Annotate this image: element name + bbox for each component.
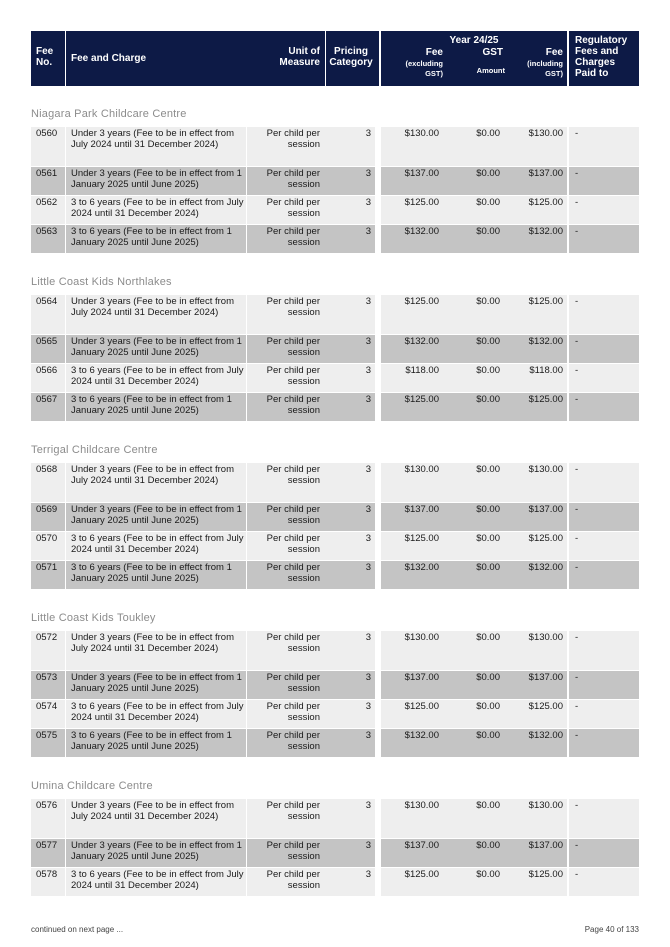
fee-excluding-gst-cell: $137.00 [381, 167, 443, 196]
gst-amount-cell: $0.00 [443, 393, 504, 422]
pricing-category-cell: 3 [325, 127, 375, 167]
gst-amount-cell: $0.00 [443, 364, 504, 393]
fee-excluding-gst-cell: $132.00 [381, 335, 443, 364]
gst-amount-cell: $0.00 [443, 671, 504, 700]
regulatory-cell: - [569, 196, 639, 225]
unit-of-measure-cell: Per child per session [247, 225, 325, 254]
pricing-category-cell: 3 [325, 700, 375, 729]
gst-amount-cell: $0.00 [443, 295, 504, 335]
gst-amount-cell: $0.00 [443, 503, 504, 532]
fee-description-cell: Under 3 years (Fee to be in effect from 1 January 2025 until June 2025) [66, 167, 246, 196]
regulatory-cell: - [569, 393, 639, 422]
regulatory-cell: - [569, 364, 639, 393]
regulatory-cell: - [569, 868, 639, 897]
pricing-category-cell: 3 [325, 671, 375, 700]
fee-description-cell: 3 to 6 years (Fee to be in effect from July 2024 until 31 December 2024) [66, 364, 246, 393]
unit-of-measure-cell: Per child per session [247, 364, 325, 393]
fee-excluding-gst-cell: $130.00 [381, 127, 443, 167]
fee-number-cell: 0560 [31, 127, 65, 167]
page-number: Page 40 of 133 [584, 925, 639, 934]
fee-excluding-gst-cell: $137.00 [381, 503, 443, 532]
continued-note: continued on next page ... [31, 925, 124, 934]
unit-of-measure-cell: Per child per session [247, 799, 325, 839]
table-row [31, 393, 639, 422]
fee-description-cell: 3 to 6 years (Fee to be in effect from 1 January 2025 until June 2025) [66, 225, 246, 254]
table-row [31, 167, 639, 196]
fee-excluding-gst-cell: $125.00 [381, 196, 443, 225]
table-row [31, 127, 639, 167]
fee-description-cell: Under 3 years (Fee to be in effect from 1 January 2025 until June 2025) [66, 671, 246, 700]
regulatory-cell: - [569, 295, 639, 335]
gst-amount-cell: $0.00 [443, 127, 504, 167]
fee-number-cell: 0573 [31, 671, 65, 700]
fee-description-cell: Under 3 years (Fee to be in effect from 1 January 2025 until June 2025) [66, 839, 246, 868]
fee-including-gst-cell: $137.00 [504, 671, 567, 700]
pricing-category-cell: 3 [325, 503, 375, 532]
fee-number-cell: 0577 [31, 839, 65, 868]
fee-including-gst-cell: $130.00 [504, 631, 567, 671]
section-title: Little Coast Kids Northlakes [31, 276, 172, 288]
fee-including-gst-cell: $125.00 [504, 295, 567, 335]
fee-description-cell: Under 3 years (Fee to be in effect from July 2024 until 31 December 2024) [66, 799, 246, 839]
gst-amount-cell: $0.00 [443, 225, 504, 254]
fee-excluding-gst-cell: $130.00 [381, 631, 443, 671]
unit-of-measure-cell: Per child per session [247, 503, 325, 532]
fee-including-gst-cell: $132.00 [504, 561, 567, 590]
header-pricing-category: Pricing Category [326, 31, 379, 86]
fee-description-cell: 3 to 6 years (Fee to be in effect from 1 January 2025 until June 2025) [66, 393, 246, 422]
fee-including-gst-cell: $137.00 [504, 167, 567, 196]
table-row [31, 671, 639, 700]
pricing-category-cell: 3 [325, 364, 375, 393]
unit-of-measure-cell: Per child per session [247, 167, 325, 196]
table-row [31, 631, 639, 671]
section-title: Umina Childcare Centre [31, 780, 153, 792]
fee-including-gst-cell: $132.00 [504, 225, 567, 254]
pricing-category-cell: 3 [325, 561, 375, 590]
fee-including-gst-cell: $125.00 [504, 700, 567, 729]
gst-amount-cell: $0.00 [443, 335, 504, 364]
pricing-category-cell: 3 [325, 463, 375, 503]
unit-of-measure-cell: Per child per session [247, 295, 325, 335]
fee-number-cell: 0563 [31, 225, 65, 254]
table-row [31, 364, 639, 393]
section-rows [31, 295, 639, 422]
fee-excluding-gst-cell: $137.00 [381, 671, 443, 700]
fee-description-cell: Under 3 years (Fee to be in effect from July 2024 until 31 December 2024) [66, 127, 246, 167]
table-row [31, 225, 639, 254]
section-rows [31, 799, 639, 897]
pricing-category-cell: 3 [325, 295, 375, 335]
table-row [31, 503, 639, 532]
fee-description-cell: 3 to 6 years (Fee to be in effect from July 2024 until 31 December 2024) [66, 196, 246, 225]
fee-excluding-gst-cell: $130.00 [381, 799, 443, 839]
table-header [31, 31, 639, 86]
fee-number-cell: 0566 [31, 364, 65, 393]
fee-including-gst-cell: $130.00 [504, 799, 567, 839]
gst-amount-cell: $0.00 [443, 532, 504, 561]
section-rows [31, 631, 639, 758]
fee-including-gst-cell: $132.00 [504, 335, 567, 364]
unit-of-measure-cell: Per child per session [247, 729, 325, 758]
header-year: Year 24/25 Fee (excluding GST) GST Amount Fee (including GST) [381, 31, 567, 86]
fee-description-cell: 3 to 6 years (Fee to be in effect from 1 January 2025 until June 2025) [66, 561, 246, 590]
pricing-category-cell: 3 [325, 393, 375, 422]
table-row [31, 868, 639, 897]
table-row [31, 196, 639, 225]
fee-description-cell: 3 to 6 years (Fee to be in effect from July 2024 until 31 December 2024) [66, 532, 246, 561]
fee-including-gst-cell: $137.00 [504, 839, 567, 868]
gst-amount-cell: $0.00 [443, 729, 504, 758]
gst-amount-cell: $0.00 [443, 561, 504, 590]
fee-excluding-gst-cell: $132.00 [381, 729, 443, 758]
pricing-category-cell: 3 [325, 868, 375, 897]
sections-container [31, 104, 639, 897]
pricing-category-cell: 3 [325, 167, 375, 196]
fee-description-cell: Under 3 years (Fee to be in effect from July 2024 until 31 December 2024) [66, 631, 246, 671]
fee-description-cell: Under 3 years (Fee to be in effect from July 2024 until 31 December 2024) [66, 463, 246, 503]
fee-number-cell: 0561 [31, 167, 65, 196]
gst-amount-cell: $0.00 [443, 700, 504, 729]
fee-excluding-gst-cell: $125.00 [381, 532, 443, 561]
fee-including-gst-cell: $125.00 [504, 532, 567, 561]
fee-including-gst-cell: $125.00 [504, 196, 567, 225]
fee-including-gst-cell: $132.00 [504, 729, 567, 758]
unit-of-measure-cell: Per child per session [247, 839, 325, 868]
fee-excluding-gst-cell: $125.00 [381, 868, 443, 897]
regulatory-cell: - [569, 335, 639, 364]
fee-number-cell: 0564 [31, 295, 65, 335]
fee-description-cell: 3 to 6 years (Fee to be in effect from July 2024 until 31 December 2024) [66, 700, 246, 729]
fee-table [31, 31, 639, 897]
gst-amount-cell: $0.00 [443, 868, 504, 897]
fee-excluding-gst-cell: $132.00 [381, 561, 443, 590]
table-row [31, 839, 639, 868]
table-row [31, 532, 639, 561]
pricing-category-cell: 3 [325, 839, 375, 868]
fee-excluding-gst-cell: $125.00 [381, 393, 443, 422]
header-fee-no: Fee No. [31, 31, 65, 86]
fee-excluding-gst-cell: $132.00 [381, 225, 443, 254]
fee-excluding-gst-cell: $125.00 [381, 700, 443, 729]
fee-including-gst-cell: $130.00 [504, 127, 567, 167]
fee-including-gst-cell: $125.00 [504, 393, 567, 422]
unit-of-measure-cell: Per child per session [247, 671, 325, 700]
header-regulatory: Regulatory Fees and Charges Paid to [569, 31, 639, 86]
table-row [31, 561, 639, 590]
gst-amount-cell: $0.00 [443, 799, 504, 839]
unit-of-measure-cell: Per child per session [247, 127, 325, 167]
table-row [31, 463, 639, 503]
unit-of-measure-cell: Per child per session [247, 700, 325, 729]
fee-including-gst-cell: $118.00 [504, 364, 567, 393]
table-row [31, 335, 639, 364]
fee-description-cell: Under 3 years (Fee to be in effect from 1 January 2025 until June 2025) [66, 335, 246, 364]
regulatory-cell: - [569, 671, 639, 700]
fee-number-cell: 0562 [31, 196, 65, 225]
unit-of-measure-cell: Per child per session [247, 868, 325, 897]
section-rows [31, 127, 639, 254]
pricing-category-cell: 3 [325, 196, 375, 225]
fee-number-cell: 0567 [31, 393, 65, 422]
pricing-category-cell: 3 [325, 335, 375, 364]
fee-number-cell: 0576 [31, 799, 65, 839]
gst-amount-cell: $0.00 [443, 463, 504, 503]
regulatory-cell: - [569, 561, 639, 590]
fee-description-cell: 3 to 6 years (Fee to be in effect from July 2024 until 31 December 2024) [66, 868, 246, 897]
section-title: Little Coast Kids Toukley [31, 612, 156, 624]
fee-including-gst-cell: $125.00 [504, 868, 567, 897]
fee-description-cell: Under 3 years (Fee to be in effect from July 2024 until 31 December 2024) [66, 295, 246, 335]
fee-including-gst-cell: $130.00 [504, 463, 567, 503]
header-fee-and-charge: Fee and Charge [66, 31, 247, 86]
pricing-category-cell: 3 [325, 225, 375, 254]
fee-excluding-gst-cell: $130.00 [381, 463, 443, 503]
regulatory-cell: - [569, 631, 639, 671]
pricing-category-cell: 3 [325, 799, 375, 839]
gst-amount-cell: $0.00 [443, 167, 504, 196]
fee-excluding-gst-cell: $125.00 [381, 295, 443, 335]
fee-number-cell: 0570 [31, 532, 65, 561]
fee-number-cell: 0568 [31, 463, 65, 503]
unit-of-measure-cell: Per child per session [247, 335, 325, 364]
fee-number-cell: 0572 [31, 631, 65, 671]
section-title: Terrigal Childcare Centre [31, 444, 158, 456]
pricing-category-cell: 3 [325, 729, 375, 758]
pricing-category-cell: 3 [325, 532, 375, 561]
unit-of-measure-cell: Per child per session [247, 393, 325, 422]
gst-amount-cell: $0.00 [443, 196, 504, 225]
regulatory-cell: - [569, 503, 639, 532]
regulatory-cell: - [569, 839, 639, 868]
table-row [31, 729, 639, 758]
pricing-category-cell: 3 [325, 631, 375, 671]
fee-number-cell: 0565 [31, 335, 65, 364]
fee-number-cell: 0574 [31, 700, 65, 729]
regulatory-cell: - [569, 729, 639, 758]
gst-amount-cell: $0.00 [443, 631, 504, 671]
fee-number-cell: 0571 [31, 561, 65, 590]
table-row [31, 700, 639, 729]
fee-excluding-gst-cell: $118.00 [381, 364, 443, 393]
fee-number-cell: 0569 [31, 503, 65, 532]
regulatory-cell: - [569, 167, 639, 196]
gst-amount-cell: $0.00 [443, 839, 504, 868]
regulatory-cell: - [569, 799, 639, 839]
section-title: Niagara Park Childcare Centre [31, 108, 187, 120]
unit-of-measure-cell: Per child per session [247, 196, 325, 225]
fee-description-cell: 3 to 6 years (Fee to be in effect from 1 January 2025 until June 2025) [66, 729, 246, 758]
fee-including-gst-cell: $137.00 [504, 503, 567, 532]
header-unit-of-measure: Unit of Measure [247, 31, 325, 86]
unit-of-measure-cell: Per child per session [247, 532, 325, 561]
regulatory-cell: - [569, 532, 639, 561]
regulatory-cell: - [569, 127, 639, 167]
fee-excluding-gst-cell: $137.00 [381, 839, 443, 868]
fee-number-cell: 0575 [31, 729, 65, 758]
fee-description-cell: Under 3 years (Fee to be in effect from 1 January 2025 until June 2025) [66, 503, 246, 532]
regulatory-cell: - [569, 700, 639, 729]
regulatory-cell: - [569, 225, 639, 254]
table-row [31, 295, 639, 335]
table-row [31, 799, 639, 839]
fee-number-cell: 0578 [31, 868, 65, 897]
section-rows [31, 463, 639, 590]
regulatory-cell: - [569, 463, 639, 503]
unit-of-measure-cell: Per child per session [247, 631, 325, 671]
unit-of-measure-cell: Per child per session [247, 561, 325, 590]
unit-of-measure-cell: Per child per session [247, 463, 325, 503]
